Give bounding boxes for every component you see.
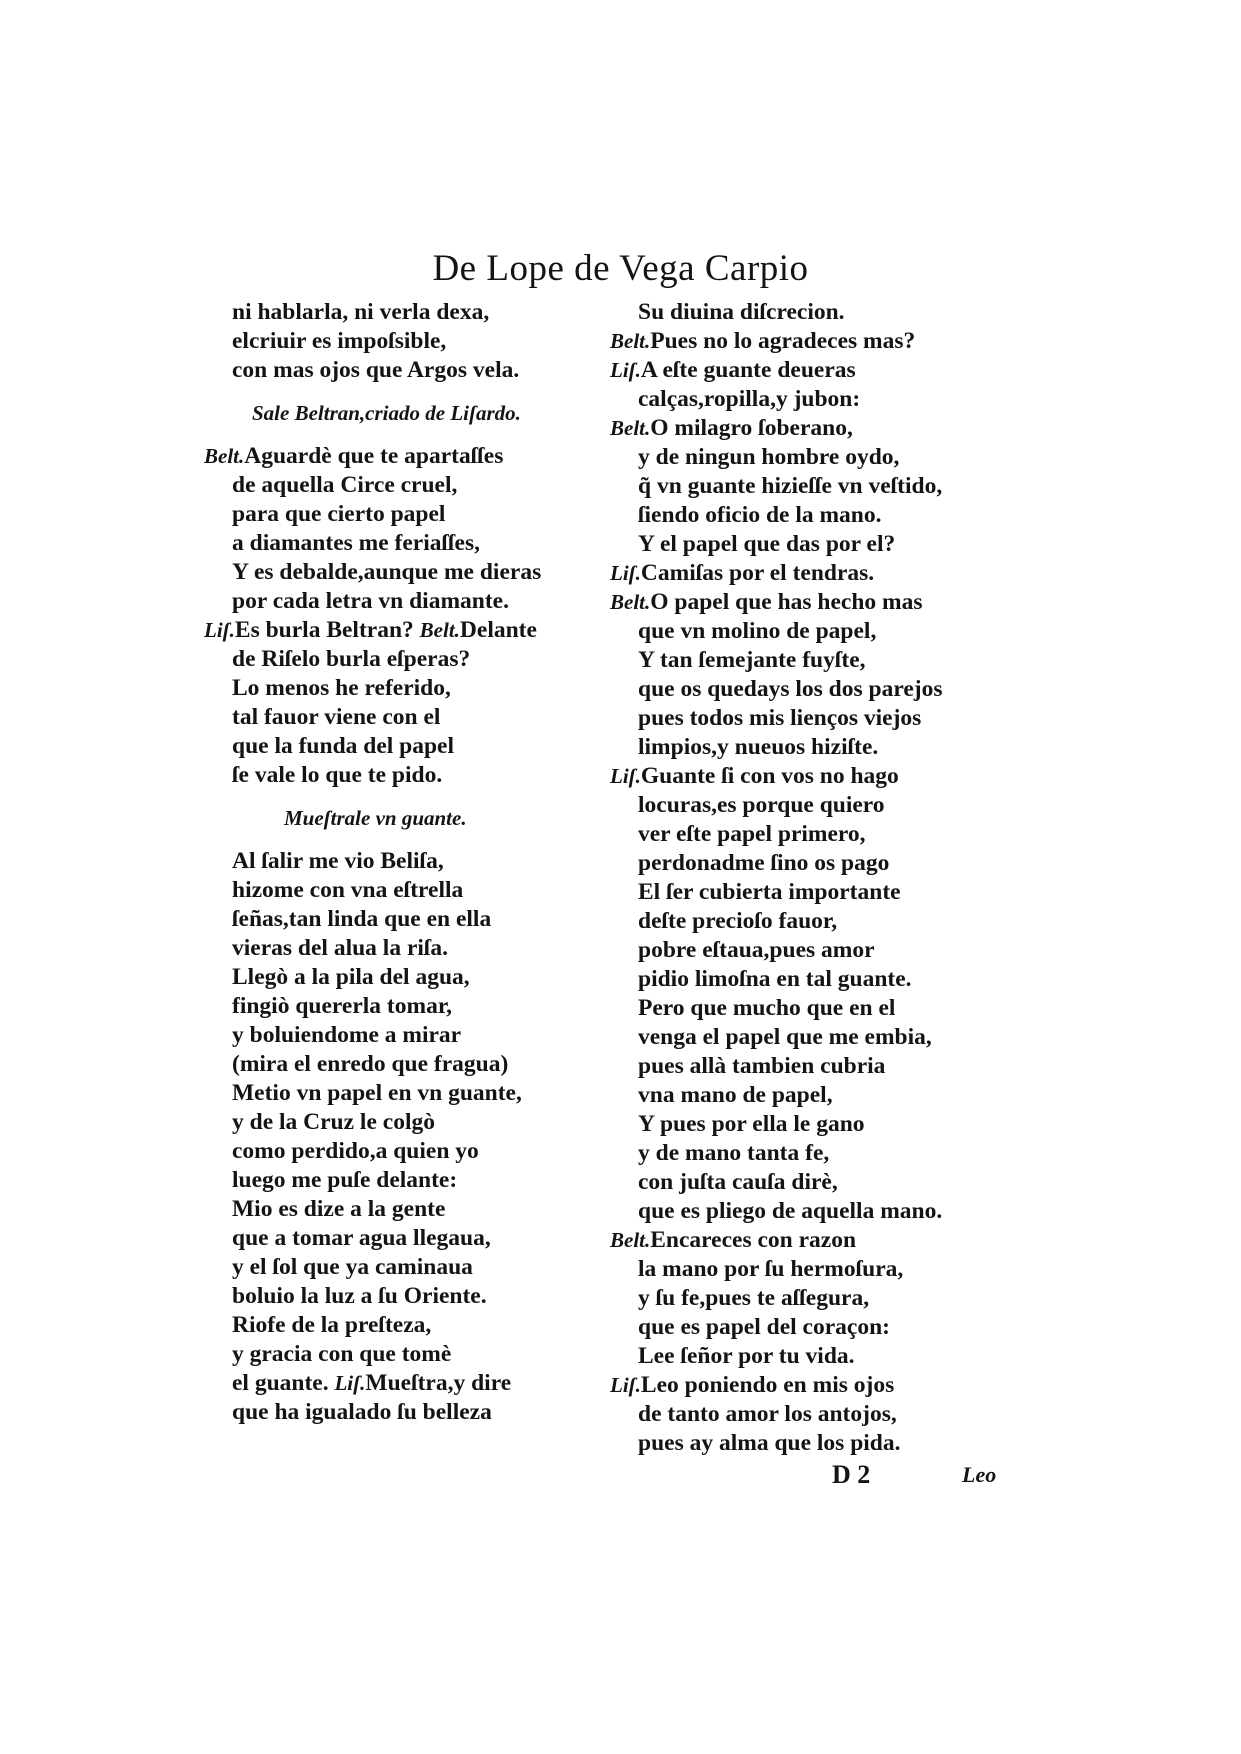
verse-text: Pues no lo agradeces mas?: [650, 328, 916, 354]
verse-text: Y es debalde,aunque me dieras: [232, 559, 542, 585]
verse-line: [610, 443, 1030, 472]
verse-line: [610, 1197, 1030, 1226]
verse-text: pues todos mis lienços viejos: [638, 705, 922, 731]
verse-text: de tanto amor los antojos,: [638, 1401, 897, 1427]
verse-line: [610, 327, 1030, 356]
verse-text: fingiò quererla tomar,: [232, 993, 452, 1019]
verse-text: O papel que has hecho mas: [650, 589, 923, 615]
verse-line: [204, 934, 604, 963]
stanza-gap: [204, 385, 604, 399]
verse-text: Delante: [459, 617, 537, 643]
verse-text: deſte precioſo fauor,: [638, 908, 838, 934]
verse-text: el guante.: [232, 1370, 329, 1396]
verse-text: y boluiendome a mirar: [232, 1022, 462, 1048]
verse-text: Encareces con razon: [650, 1227, 857, 1253]
stage-direction: Sale Beltran,criado de Liſardo.: [252, 401, 521, 425]
verse-text: que es pliego de aquella mano.: [638, 1198, 943, 1224]
verse-line: [204, 616, 604, 645]
verse-text: la mano por ſu hermoſura,: [638, 1256, 904, 1282]
verse-text: Es burla Beltran?: [234, 617, 414, 643]
verse-text: y gracia con que tomè: [232, 1341, 452, 1367]
verse-text: ver eſte papel primero,: [638, 821, 866, 847]
verse-text: pues ay alma que los pida.: [638, 1430, 901, 1456]
verse-line: [204, 876, 604, 905]
verse-line: [204, 471, 604, 500]
verse-line: [610, 1110, 1030, 1139]
verse-text: El ſer cubierta importante: [638, 879, 901, 905]
stanza-gap: [204, 790, 604, 804]
speaker-label: Liſ.: [610, 358, 641, 382]
verse-line: [610, 472, 1030, 501]
verse-text: Y pues por ella le gano: [638, 1111, 865, 1137]
verse-line: [204, 1224, 604, 1253]
speaker-label: Belt.: [610, 416, 651, 440]
verse-line: [610, 791, 1030, 820]
signature-mark: D 2: [832, 1460, 871, 1489]
speaker-label: Belt.: [204, 444, 245, 468]
verse-line: [204, 761, 604, 790]
verse-text: con mas ojos que Argos vela.: [232, 357, 520, 383]
verse-line: [610, 298, 1030, 327]
verse-line: [204, 905, 604, 934]
verse-line: [610, 733, 1030, 762]
right-column: [610, 298, 1030, 1458]
verse-text: venga el papel que me embia,: [638, 1024, 932, 1050]
verse-line: [204, 1282, 604, 1311]
verse-line: [610, 385, 1030, 414]
verse-line: [610, 1284, 1030, 1313]
verse-line: [204, 1311, 604, 1340]
verse-text: ſe vale lo que te pido.: [232, 762, 443, 788]
verse-text: Pero que mucho que en el: [638, 995, 896, 1021]
verse-text: Leo poniendo en mis ojos: [640, 1372, 895, 1398]
verse-text: como perdido,a quien yo: [232, 1138, 479, 1164]
verse-text: luego me puſe delante:: [232, 1167, 458, 1193]
verse-line: [610, 1052, 1030, 1081]
verse-text: Y tan ſemejante fuyſte,: [638, 647, 866, 673]
verse-text: que es papel del coraçon:: [638, 1314, 890, 1340]
verse-text: ſeñas,tan linda que en ella: [232, 906, 492, 932]
speaker-label: Liſ.: [610, 1373, 641, 1397]
verse-text: Mueſtra,y dire: [365, 1370, 512, 1396]
verse-line: [204, 1079, 604, 1108]
verse-line: [610, 994, 1030, 1023]
verse-text: Lo menos he referido,: [232, 675, 451, 701]
verse-text: q̃ vn guante hizieſſe vn veſtido,: [638, 473, 943, 499]
verse-line: [610, 501, 1030, 530]
verse-text: Metio vn papel en vn guante,: [232, 1080, 522, 1106]
verse-line: [204, 1021, 604, 1050]
verse-line: [610, 1168, 1030, 1197]
speaker-label: Belt.: [610, 329, 651, 353]
verse-text: perdonadme ſino os pago: [638, 850, 890, 876]
verse-line: [610, 762, 1030, 791]
verse-text: por cada letra vn diamante.: [232, 588, 509, 614]
verse-line: [610, 559, 1030, 588]
catchword: Leo: [962, 1462, 997, 1487]
verse-text: Camiſas por el tendras.: [640, 560, 875, 586]
verse-line: [610, 1371, 1030, 1400]
verse-line: [204, 674, 604, 703]
stanza-gap: [204, 833, 604, 847]
verse-line: [610, 878, 1030, 907]
verse-text: y de mano tanta fe,: [638, 1140, 830, 1166]
verse-text: con juſta cauſa dirè,: [638, 1169, 838, 1195]
verse-line: [204, 327, 604, 356]
verse-line: [204, 442, 604, 471]
verse-line: [610, 356, 1030, 385]
verse-text: A eſte guante deueras: [640, 357, 856, 383]
verse-line: [204, 1137, 604, 1166]
stanza-gap: [204, 428, 604, 442]
verse-line: [610, 936, 1030, 965]
verse-line: [610, 646, 1030, 675]
verse-text: para que cierto papel: [232, 501, 446, 527]
verse-text: de aquella Circe cruel,: [232, 472, 458, 498]
verse-line: [204, 298, 604, 327]
verse-line: [204, 1398, 604, 1427]
verse-text: (mira el enredo que fragua): [232, 1051, 509, 1077]
verse-line: [204, 1166, 604, 1195]
verse-text: Y el papel que das por el?: [638, 531, 896, 557]
verse-line: [610, 849, 1030, 878]
verse-text: ſiendo oficio de la mano.: [638, 502, 882, 528]
verse-line: [610, 1429, 1030, 1458]
verse-text: y de ningun hombre oydo,: [638, 444, 900, 470]
verse-text: O milagro ſoberano,: [650, 415, 853, 441]
verse-line: [610, 1139, 1030, 1168]
verse-text: locuras,es porque quiero: [638, 792, 885, 818]
verse-line: [204, 1340, 604, 1369]
verse-text: de Riſelo burla eſperas?: [232, 646, 471, 672]
verse-line: [610, 1023, 1030, 1052]
verse-line: [204, 587, 604, 616]
speaker-label: Belt.: [419, 618, 460, 642]
verse-line: [204, 500, 604, 529]
stage-direction: Mueſtrale vn guante.: [284, 806, 467, 830]
verse-line: [204, 847, 604, 876]
verse-line: [204, 1195, 604, 1224]
verse-text: pobre eſtaua,pues amor: [638, 937, 875, 963]
verse-text: Riofe de la preſteza,: [232, 1312, 432, 1338]
verse-line: [610, 907, 1030, 936]
verse-line: [610, 704, 1030, 733]
verse-line: [610, 414, 1030, 443]
verse-line: [610, 675, 1030, 704]
verse-text: vieras del alua la riſa.: [232, 935, 449, 961]
speaker-label: Belt.: [610, 1228, 651, 1252]
verse-line: [204, 1369, 604, 1398]
verse-text: pues allà tambien cubria: [638, 1053, 886, 1079]
verse-text: que ha igualado ſu belleza: [232, 1399, 492, 1425]
verse-line: [610, 588, 1030, 617]
verse-line: [610, 1081, 1030, 1110]
verse-text: tal fauor viene con el: [232, 704, 441, 730]
verse-text: Al ſalir me vio Beliſa,: [232, 848, 444, 874]
verse-text: Guante ſi con vos no hago: [640, 763, 899, 789]
verse-line: [610, 1255, 1030, 1284]
speaker-label: Belt.: [610, 590, 651, 614]
verse-line: [204, 558, 604, 587]
verse-line: [204, 1108, 604, 1137]
verse-line: [204, 645, 604, 674]
verse-text: hizome con vna eſtrella: [232, 877, 464, 903]
verse-text: que la funda del papel: [232, 733, 455, 759]
verse-line: [610, 1226, 1030, 1255]
verse-text: que os quedays los dos parejos: [638, 676, 943, 702]
verse-line: [204, 356, 604, 385]
verse-line: [610, 820, 1030, 849]
verse-line: [204, 1050, 604, 1079]
verse-line: [204, 732, 604, 761]
speaker-label: Liſ.: [204, 618, 235, 642]
running-header: De Lope de Vega Carpio: [432, 248, 809, 289]
verse-line: [204, 529, 604, 558]
verse-line: [610, 965, 1030, 994]
verse-line: [610, 530, 1030, 559]
verse-line: [610, 1342, 1030, 1371]
verse-text: Su diuina diſcrecion.: [638, 299, 845, 325]
verse-line: [610, 1313, 1030, 1342]
verse-text: boluio la luz a ſu Oriente.: [232, 1283, 487, 1309]
verse-text: ni hablarla, ni verla dexa,: [232, 299, 490, 325]
verse-text: que vn molino de papel,: [638, 618, 877, 644]
verse-text: Aguardè que te apartaſſes: [244, 443, 504, 469]
speaker-label: Liſ.: [334, 1371, 366, 1395]
verse-text: limpios,y nueuos hiziſte.: [638, 734, 879, 760]
verse-text: y de la Cruz le colgò: [232, 1109, 435, 1135]
speaker-label: Liſ.: [610, 764, 641, 788]
verse-line: [204, 1253, 604, 1282]
verse-text: a diamantes me feriaſſes,: [232, 530, 481, 556]
verse-line: [204, 963, 604, 992]
verse-text: y el ſol que ya caminaua: [232, 1254, 473, 1280]
verse-text: elcriuir es impoſsible,: [232, 328, 447, 354]
left-column: [204, 298, 604, 1427]
verse-line: [204, 992, 604, 1021]
verse-text: Llegò a la pila del agua,: [232, 964, 470, 990]
verse-line: [204, 703, 604, 732]
verse-text: Mio es dize a la gente: [232, 1196, 446, 1222]
verse-text: y ſu fe,pues te aſſegura,: [638, 1285, 870, 1311]
verse-text: Lee ſeñor por tu vida.: [638, 1343, 855, 1369]
verse-text: vna mano de papel,: [638, 1082, 833, 1108]
verse-line: [610, 617, 1030, 646]
verse-text: calças,ropilla,y jubon:: [638, 386, 861, 412]
speaker-label: Liſ.: [610, 561, 641, 585]
verse-text: que a tomar agua llegaua,: [232, 1225, 491, 1251]
verse-line: [610, 1400, 1030, 1429]
verse-text: pidio limoſna en tal guante.: [638, 966, 912, 992]
